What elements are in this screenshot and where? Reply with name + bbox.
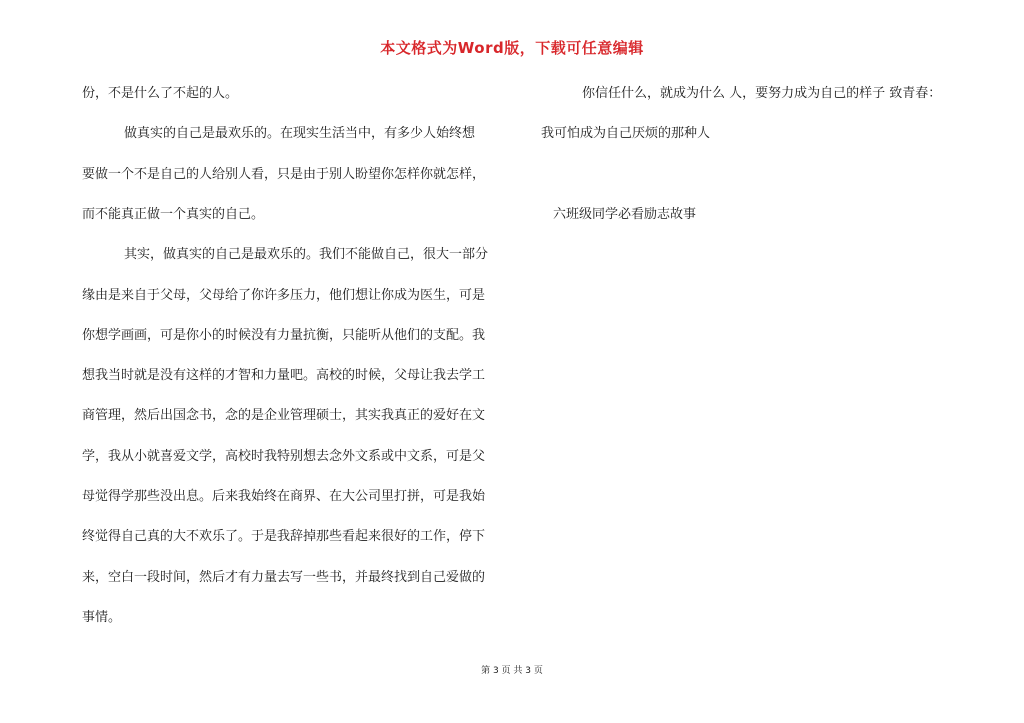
paragraph-line: 其实，做真实的自己是最欢乐的。我们不能做自己，很大一部分 xyxy=(124,247,489,262)
paragraph-line: 母觉得学那些没出息。后来我始终在商界、在大公司里打拼，可是我始 xyxy=(82,489,486,504)
page-footer: 第 3 页 共 3 页 xyxy=(481,666,543,676)
story-title: 六班级同学必看励志故事 xyxy=(553,207,697,222)
paragraph-line: 你想学画画，可是你小的时候没有力量抗衡，只能听从他们的支配。我 xyxy=(82,328,486,343)
paragraph-line: 学，我从小就喜爱文学，高校时我特别想去念外文系或中文系，可是父 xyxy=(82,449,486,464)
paragraph-line: 来，空白一段时间，然后才有力量去写一些书，并最终找到自己爱做的 xyxy=(82,570,486,585)
paragraph-line: 份，不是什么了不起的人。 xyxy=(82,86,239,101)
paragraph-line: 商管理，然后出国念书，念的是企业管理硕士，其实我真正的爱好在文 xyxy=(82,408,486,423)
right-text-line: 我可怕成为自己厌烦的那种人 xyxy=(541,126,711,141)
paragraph-line: 想我当时就是没有这样的才智和力量吧。高校的时候，父母让我去学工 xyxy=(82,368,486,383)
right-text-line: 你信任什么，就成为什么 人，要努力成为自己的样子 致青春： xyxy=(582,86,942,101)
paragraph-line: 终觉得自己真的大不欢乐了。于是我辞掉那些看起来很好的工作，停下 xyxy=(82,529,486,544)
paragraph-line: 事情。 xyxy=(82,610,122,625)
paragraph-line: 缘由是来自于父母，父母给了你许多压力，他们想让你成为医生，可是 xyxy=(82,288,486,303)
paragraph-line: 而不能真正做一个真实的自己。 xyxy=(82,207,265,222)
word-format-banner: 本文格式为Word版，下载可任意编辑 xyxy=(380,39,644,57)
paragraph-line: 做真实的自己是最欢乐的。在现实生活当中，有多少人始终想 xyxy=(124,126,476,141)
paragraph-line: 要做一个不是自己的人给别人看，只是由于别人盼望你怎样你就怎样， xyxy=(82,167,486,182)
